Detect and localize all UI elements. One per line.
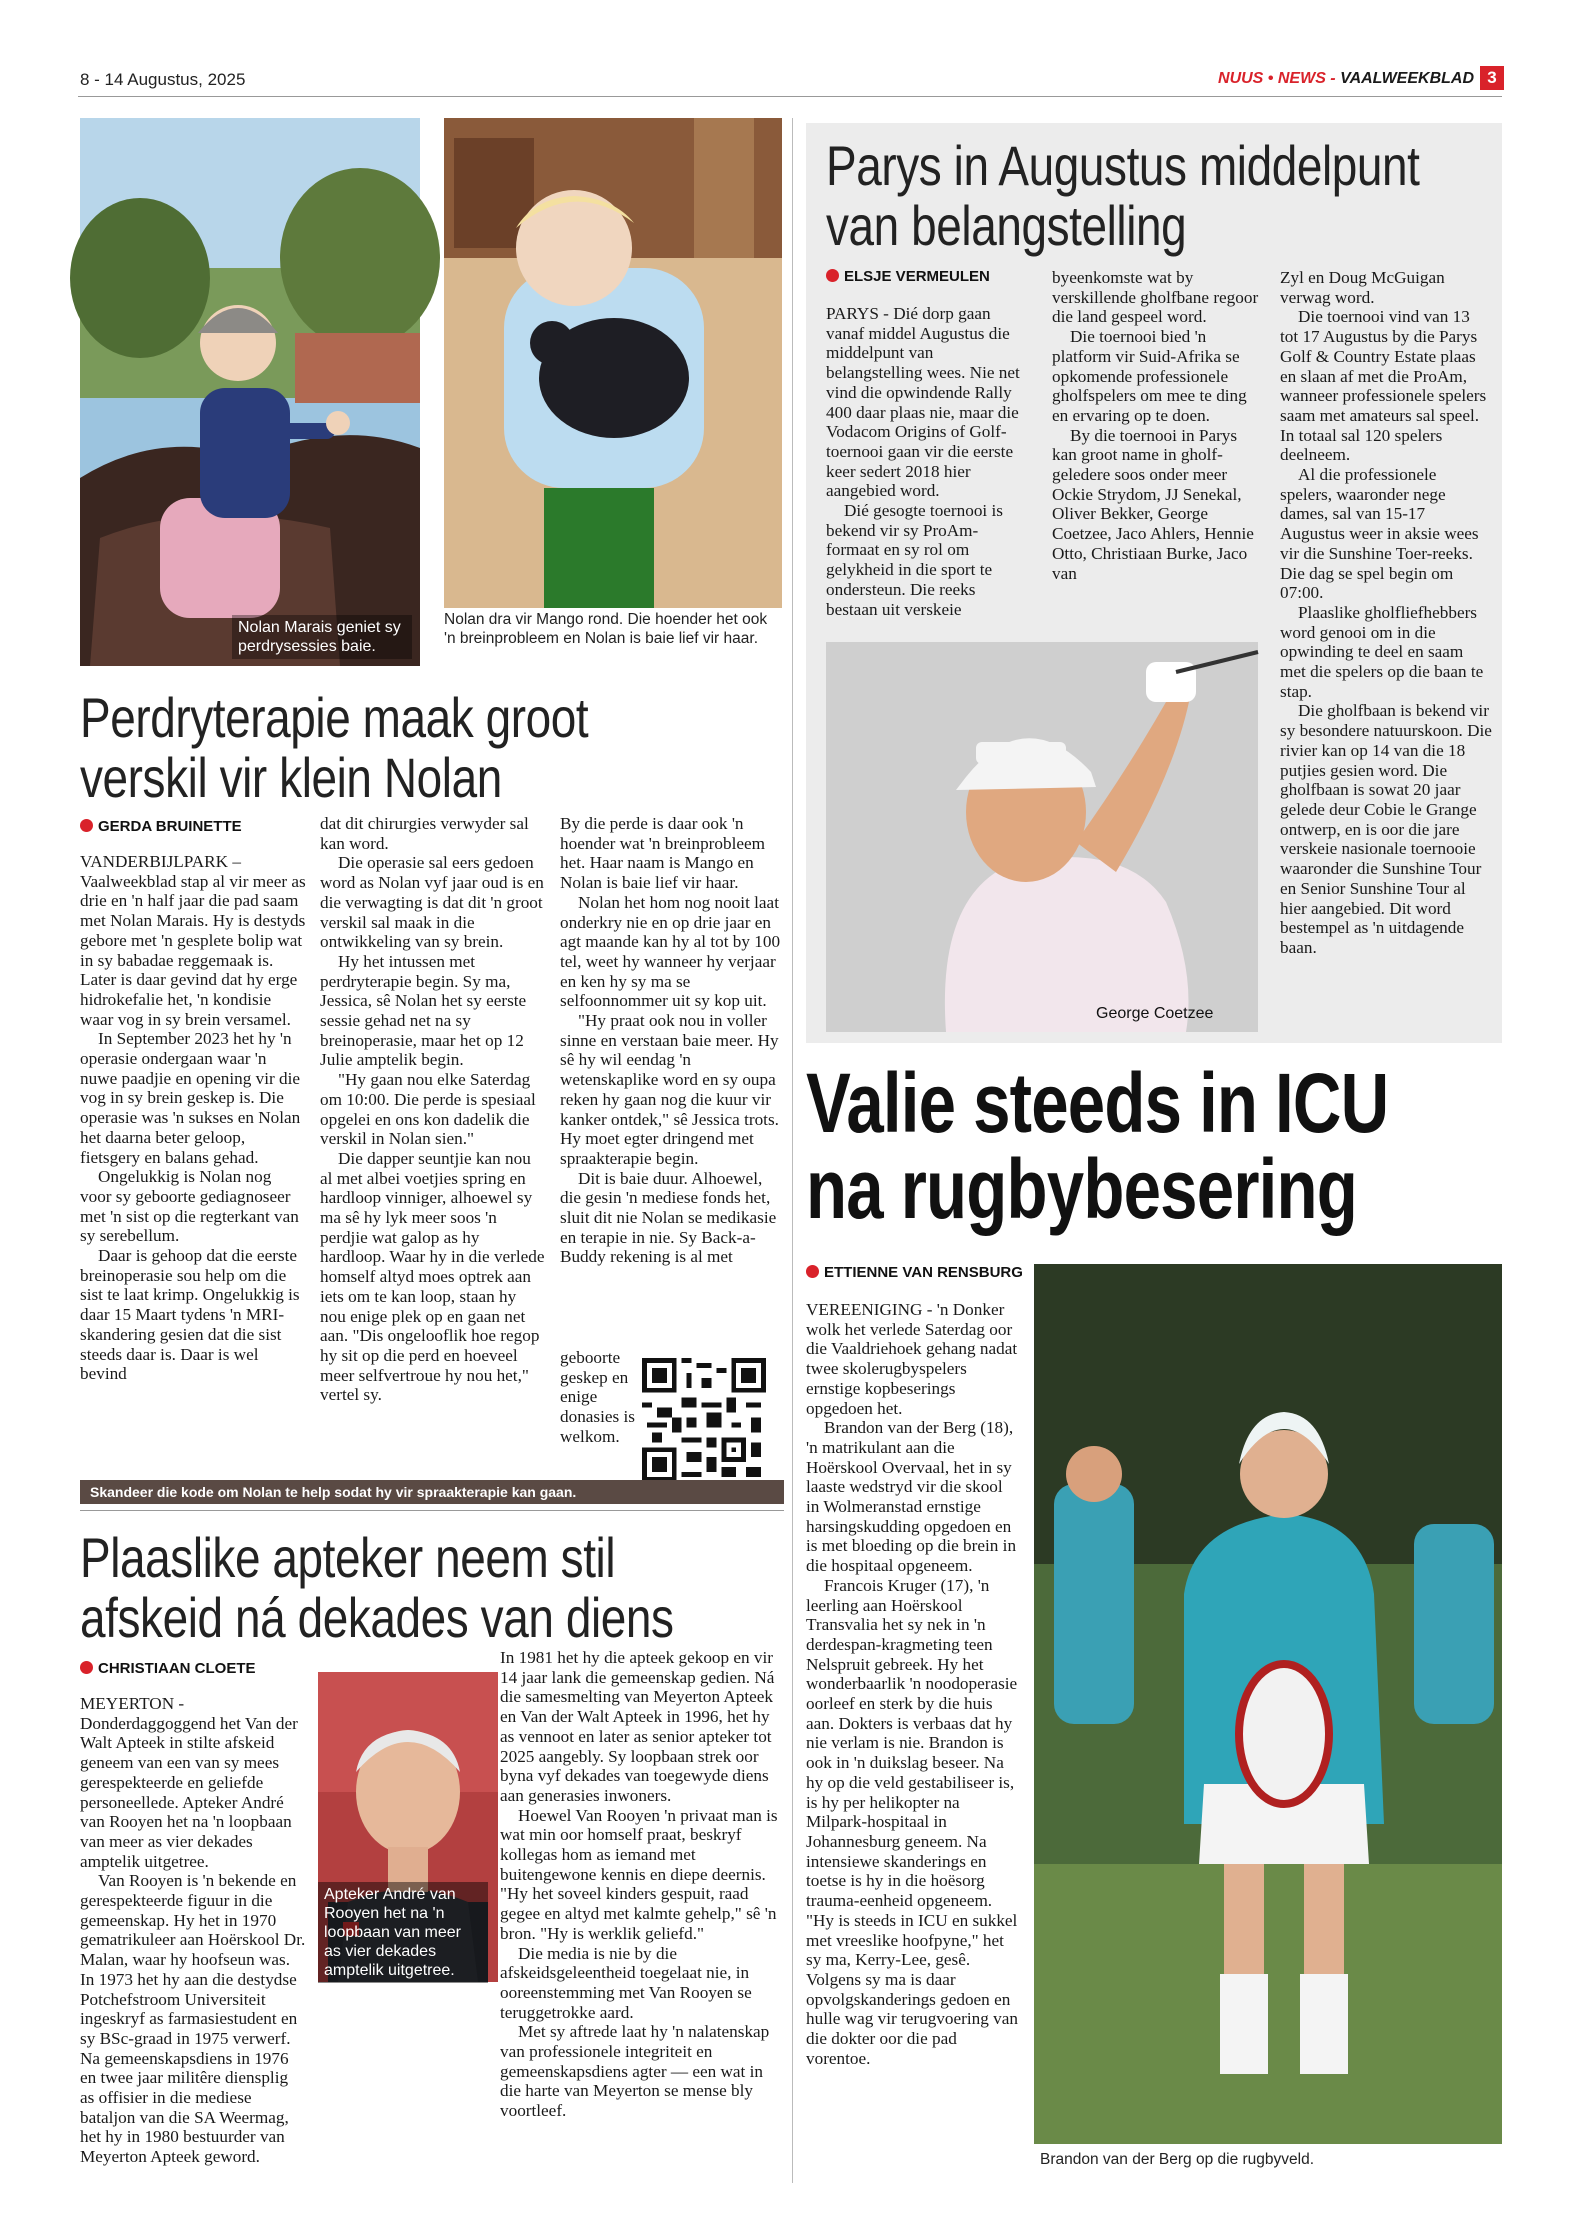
rugby-caption: Brandon van der Berg op die rugbyveld. xyxy=(1040,2151,1315,2168)
horse-col-3-tail: geboorte geskep en enige donasies is welkom. xyxy=(560,1348,635,1446)
qr-caption: Skandeer die kode om Nolan te help sodat hy vir spraakterapie kan gaan. xyxy=(80,1480,784,1504)
golf-col-1: PARYS - Dié dorp gaan vanaf middel Augustus die middelpunt van belangstelling wees. Nie net vind die opwindende Rally 400 daar plaas nie, maar die Vodacom Origins of Golf-toernooi gaan vir die eerste keer sedert 2018 hier aangebied word. Dié gesogte toernooi is bekend vir sy ProAm-formaat en sy rol om gelykheid in die sport te ondersteun. Die reeks bestaan uit verskeie xyxy=(826,304,1020,619)
golf-headline: Parys in Augustus middelpunt van belangstelling xyxy=(826,134,1420,257)
rugby-byline: ETTIENNE VAN RENSBURG xyxy=(806,1264,1023,1281)
rugby-col-1: VEREENIGING - 'n Donker wolk het verlede Saterdag oor die Vaaldriehoek gehang nadat twee skolerugbyspelers ernstige kopbeserings opgedoen het. Brandon van der Berg (18), 'n matrikulant aan die Hoërskool Overvaal, het in sy laaste wedstryd vir die skool in Wolmeranstad ernstige harsingskudding opgedoen en is met bloeding op die brein in die hospitaal opgeneem. Francois Kruger (17), 'n leerling aan Hoërskool Transvalia het sy nek in 'n derdespan-kragmeting teen Nelspruit gebreek. Hy het wonderbaarlik 'n noodoperasie oorleef en sterk by die huis aan. Dokters is verbaas dat hy nie verlam is nie. Brandon is ook in 'n duikslag beseer. Na hy op die veld gestabiliseer is, is hy per helikopter na Milpark-hospitaal in Johannesburg geneem. Na intensiewe skanderings en toetse is hy in die hoësorg trauma-eenheid opgeneem. "Hy is steeds in ICU en sukkel met vreeslike hoofpyne," het sy ma, Kerry-Lee, gesê. Volgens sy ma is daar opvolgskanderings gedoen en hulle wag vir terugvoering van die dokter oor die pad vorentoe. xyxy=(806,1300,1018,2068)
golf-col-3: Zyl en Doug McGuigan verwag word. Die toernooi vind van 13 tot 17 Augustus by die Parys Golf & Country Estate plaas en slaan af met die ProAm, wanneer professionele spelers saam met amateurs sal speel. In totaal sal 120 spelers deelneem. Al die professionele spelers, waaronder nege dames, sal van 15-17 Augustus weer in aksie wees vir die Sunshine Toer-reeks. Die dag se spel begin om 07:00. Plaaslike gholfliefhebbers word genooi om in die opwinding te deel en saam met die spelers op die baan te stap. Die gholfbaan is bekend vir sy besondere natuurskoon. Die rivier kan op 14 van die 18 putjies gesien word. Die gholfbaan is sowat 20 jaar gelede deur Cobie le Grange ontwerp, en is oor die jare verskeie nasionale toernooie waaronder die Sunshine Tour en Senior Sunshine Tour al hier aangebied. Dit word bestempel as 'n uitdagende baan. xyxy=(1280,268,1492,957)
golf-byline: ELSJE VERMEULEN xyxy=(826,268,990,285)
horse-headline: Perdryterapie maak groot verskil vir klein Nolan xyxy=(80,686,589,809)
horse-col-3: By die perde is daar ook 'n hoender wat 'n breinprobleem het. Haar naam is Mango en Nolan is baie lief vir haar. Nolan het hom nog nooit laat onderkry nie en op drie jaar en agt maande kan hy al tot by 100 tel, weet hy wanneer hy verjaar en ken hy sy ma se selfoonnommer uit sy kop uit. "Hy praat ook nou in voller sinne en verstaan baie meer. Hy sê hy wil eendag 'n wetenskaplike word en sy oupa reken hy gaan nog die kuur vir kanker ontdek," sê Jessica trots. Hy moet egter dringend met spraakterapie begin. Dit is baie duur. Alhoewel, die gesin 'n mediese fonds het, sluit dit nie Nolan se medikasie en terapie in nie. Sy Back-a-Buddy rekening is al met xyxy=(560,814,781,1267)
nolan-horse-photo xyxy=(80,118,420,666)
issue-date: 8 - 14 Augustus, 2025 xyxy=(80,70,246,89)
rugby-headline: Valie steeds in ICU na rugbybesering xyxy=(806,1056,1389,1236)
golfer-photo xyxy=(826,642,1258,1032)
header-rule xyxy=(78,96,1502,97)
horse-byline: GERDA BRUINETTE xyxy=(80,818,242,835)
pharmacy-byline: CHRISTIAAN CLOETE xyxy=(80,1660,256,1677)
nolan-hen-photo xyxy=(444,118,782,608)
section-label: NUUS • NEWS - VAALWEEKBLAD xyxy=(1218,70,1474,87)
rugby-photo xyxy=(1034,1264,1502,2144)
golfer-caption: George Coetzee xyxy=(1096,1005,1214,1022)
nolan-hen-caption: Nolan dra vir Mango rond. Die hoender het ook 'n breinprobleem en Nolan is baie lief vir haar. xyxy=(444,611,768,647)
horse-col-2: dat dit chirurgies verwyder sal kan word. Die operasie sal eers gedoen word as Nolan vyf jaar oud is en die verwagting is dat dit 'n groot verskil sal maak in die ontwikkeling van sy brein. Hy het intussen met perdryterapie begin. Sy ma, Jessica, sê Nolan het sy eerste sessie gehad net na sy breinoperasie, maar het op 12 Julie amptelik begin. "Hy gaan nou elke Saterdag om 10:00. Die perde is spesiaal opgelei en ons kon dadelik die verskil in Nolan sien." Die dapper seuntjie kan nou al met albei voetjies spring en hardloop vinniger, alhoewel sy ma sê hy lyk meer soos 'n perdjie wat galop as hy hardloop. Waar hy in die verlede homself altyd moes optrek aan iets om te kan loop, staan hy nou enige plek op en gaan net aan. "Dis ongelooflik hoe regop hy sit op die perd en hoeveel meer selfvertroue hy nou het," vertel sy. xyxy=(320,814,545,1405)
pharmacist-photo xyxy=(318,1672,498,1982)
pharmacy-col-2: In 1981 het hy die apteek gekoop en vir 14 jaar lank die gemeenskap gedien. Ná die samesmelting van Meyerton Apteek en Van der Walt Apteek in 1996, het hy as vennoot en later as senior apteker tot 2025 aangebly. Sy loopbaan strek oor byna vyf dekades van toegewyde diens aan generasies inwoners. Hoewel Van Rooyen 'n privaat man is wat min oor homself praat, beskryf kollegas hom as iemand met buitengewone kennis en diepe deernis. "Hy het soveel kinders gespuit, raad gegee en altyd met kalmte gehelp," sê 'n bron. "Hy is werklik geliefd." Die media is nie by die afskeidsgeleentheid toegelaat nie, in ooreenstemming met Van Rooyen se teruggetrokke aard. Met sy aftrede laat hy 'n nalatenskap van professionele integriteit en gemeenskapsdiens agter — een wat in die harte van Meyerton se mense bly voortleef. xyxy=(500,1648,778,2121)
page-number: 3 xyxy=(1480,66,1504,90)
pharmacy-col-1: MEYERTON - Donderdaggoggend het Van der Walt Apteek in stilte afskeid geneem van een van sy mees gerespekteerde en geliefde personeellede. Apteker André van Rooyen het na 'n loopbaan van meer as vier dekades amptelik uitgetree. Van Rooyen is 'n bekende en gerespekteerde figuur in die gemeenskap. Hy het in 1970 gematrikuleer aan Hoërskool Dr. Malan, waar hy hoofseun was. In 1973 het hy aan die destydse Potchefstroom Universiteit ingeskryf as farmasiestudent en sy BSc-graad in 1975 verwerf. Na gemeenskapsdiens in 1976 en twee jaar militêre diensplig as offisier in die mediese bataljon van die SA Weermag, het hy in 1980 bestuurder van Meyerton Apteek geword. xyxy=(80,1694,306,2167)
horse-col-1: VANDERBIJLPARK – Vaalweekblad stap al vir meer as drie en 'n half jaar die pad saam met Nolan Marais. Hy is destyds gebore met 'n gesplete bolip wat in sy babadae reggemaak is. Later is daar gevind dat hy erge hidrokefalie het, 'n kondisie waar vog in sy brein versamel. In September 2023 het hy 'n operasie ondergaan waar 'n nuwe paadjie en opening vir die vog in sy brein geskep is. Die operasie was 'n sukses en Nolan het daarna beter geloop, fietsgery en balans gehad. Ongelukkig is Nolan nog voor sy geboorte gediagnoseer met 'n sist op die regterkant van sy serebellum. Daar is gehoop dat die eerste breinoperasie sou help om die sist te laat krimp. Ongelukkig is daar 15 Maart tydens 'n MRI-skandering gesien dat die sist steeds daar is. Daar is wel bevind xyxy=(80,852,306,1384)
pharmacist-caption: Apteker André van Rooyen het na 'n loopbaan van meer as vier dekades amptelik uitgetree. xyxy=(318,1882,488,1983)
donation-qr-code[interactable] xyxy=(642,1358,766,1482)
nolan-horse-caption: Nolan Marais geniet sy perdrysessies baie. xyxy=(232,615,412,659)
column-divider xyxy=(792,118,793,2183)
golf-col-2: byeenkomste wat by verskillende gholfbane regoor die land gespeel word. Die toernooi bied 'n platform vir Suid-Afrika se opkomende professionele gholfspelers om mee te ding en ervaring op te doen. By die toernooi in Parys kan groot name in gholf-geledere soos onder meer Ockie Strydom, JJ Senekal, Oliver Bekker, George Coetzee, Jaco Ahlers, Hennie Otto, Christiaan Burke, Jaco van xyxy=(1052,268,1259,583)
section-rule xyxy=(80,1510,784,1511)
pharmacy-headline: Plaaslike apteker neem stil afskeid ná dekades van diens xyxy=(80,1526,674,1649)
